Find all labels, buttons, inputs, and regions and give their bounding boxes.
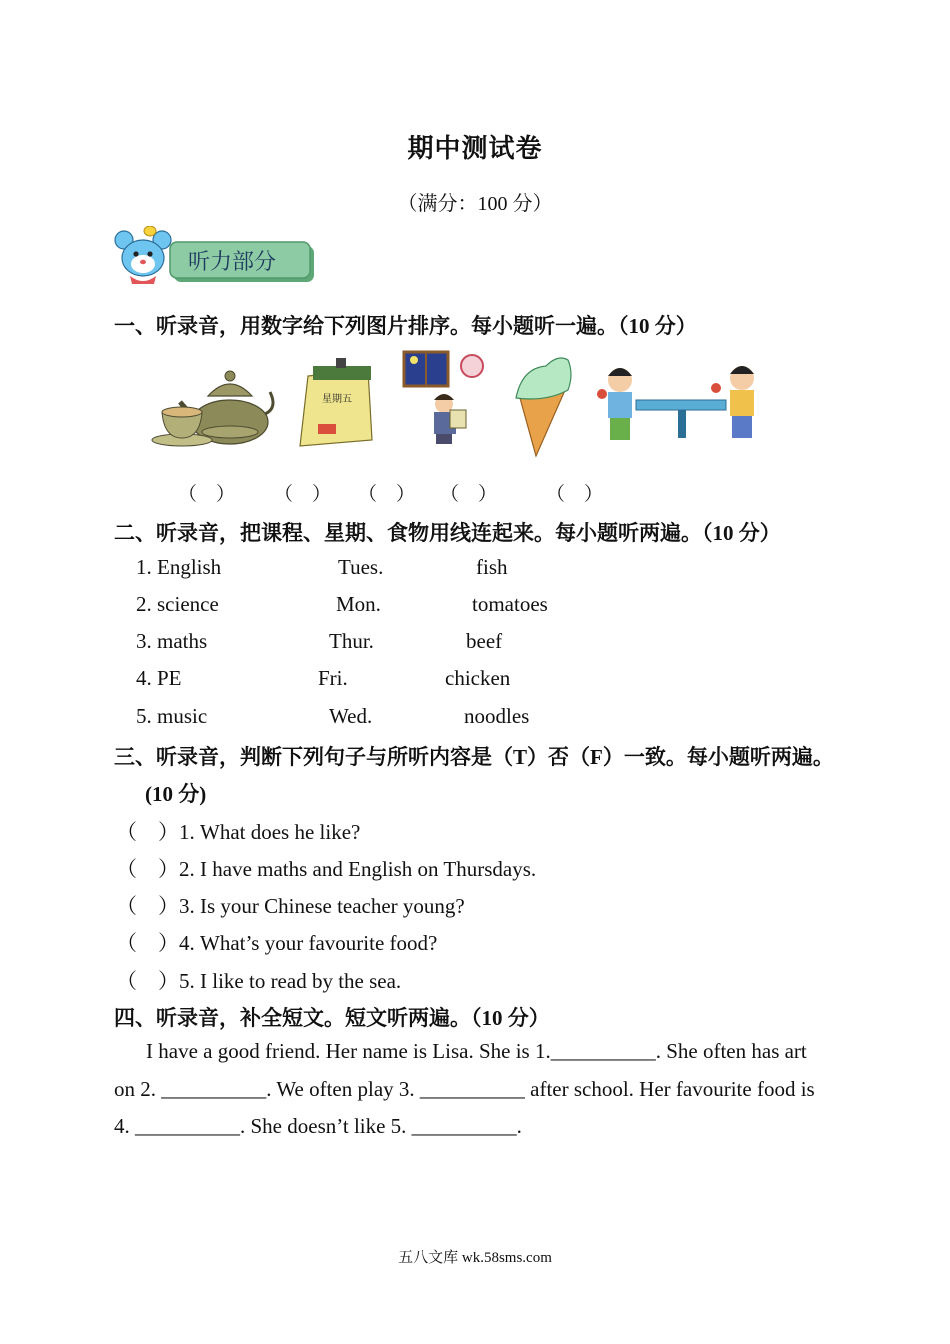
tf-item: （ ）1. What does he like?: [116, 820, 361, 844]
tf-item: （ ）4. What’s your favourite food?: [116, 931, 438, 955]
food-item: noodles: [464, 704, 530, 728]
food-item: chicken: [445, 666, 511, 690]
page-title: 期中测试卷: [407, 134, 543, 163]
subject-item: 5. music: [136, 704, 208, 728]
passage-line: I have a good friend. Her name is Lisa. She is 1.__________. She often has art: [146, 1039, 807, 1063]
tf-item: （ ）2. I have maths and English on Thursdays.: [116, 857, 537, 881]
listening-banner: [112, 226, 322, 288]
passage-line: on 2. __________. We often play 3. __________ after school. Her favourite food is: [114, 1077, 815, 1101]
section4-heading: 四、听录音，补全短文。短文听两遍。（10 分）: [114, 1006, 550, 1030]
answer-paren: （ ）: [440, 484, 498, 505]
day-item: Tues.: [338, 555, 384, 579]
picture-row: [150, 348, 780, 458]
food-item: beef: [466, 629, 503, 653]
answer-paren: （ ）: [546, 484, 604, 505]
ping-pong-icon: [597, 366, 754, 440]
calendar-icon: [300, 358, 372, 446]
section2-heading: 二、听录音，把课程、星期、食物用线连起来。每小题听两遍。（10 分）: [114, 521, 781, 545]
subject-item: 2. science: [136, 592, 219, 616]
boy-reading-icon: [404, 352, 483, 444]
full-score: （满分：100 分）: [397, 193, 553, 215]
calendar-text: 星期五: [322, 394, 352, 405]
subject-item: 1. English: [136, 555, 222, 579]
answer-paren: （ ）: [178, 484, 236, 505]
food-item: fish: [476, 555, 508, 579]
section1-heading: 一、听录音，用数字给下列图片排序。每小题听一遍。（10 分）: [114, 314, 697, 338]
day-item: Thur.: [329, 629, 374, 653]
day-item: Wed.: [329, 704, 373, 728]
subject-item: 4. PE: [136, 666, 182, 690]
section3-score: (10 分): [145, 782, 207, 806]
banner-label: 听力部分: [188, 250, 277, 275]
tf-item: （ ）3. Is your Chinese teacher young?: [116, 894, 465, 918]
footer-watermark: 五八文库 wk.58sms.com: [398, 1250, 552, 1266]
tf-item: （ ）5. I like to read by the sea.: [116, 969, 402, 993]
ice-cream-icon: [516, 358, 571, 456]
passage-line: 4. __________. She doesn’t like 5. __________.: [114, 1114, 522, 1138]
subject-item: 3. maths: [136, 629, 208, 653]
section3-heading: 三、听录音，判断下列句子与所听内容是（T）否（F）一致。每小题听两遍。: [114, 745, 834, 769]
day-item: Fri.: [318, 666, 348, 690]
answer-paren: （ ）: [274, 484, 332, 505]
answer-paren: （ ）: [358, 484, 416, 505]
food-item: tomatoes: [472, 592, 548, 616]
day-item: Mon.: [336, 592, 381, 616]
mouse-mascot-icon: [115, 226, 171, 284]
